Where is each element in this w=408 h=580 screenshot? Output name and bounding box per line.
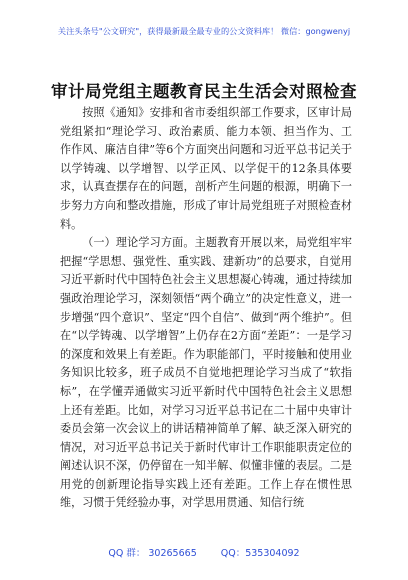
footer-contact (0, 545, 408, 559)
intro-paragraph: 按照《通知》安排和省市委组织部工作要求，区审计局党组紧扣“理论学习、政治素质、能力本领、担当作为、工作作风、廉洁自律”等6个方面突出问题和习近平总书记关于以学铸魂、以学增智、以学正风、以学促干的12条具体要求，认真查摆存在的问题，剖析产生问题的根源，明确下一步努力方向和整改措施，形成了审计局党组班子对照检查材料。 (60, 106, 352, 231)
footer-qq-number: QQ：535304092 (220, 548, 300, 559)
theory-study-paragraph: （一）理论学习方面。主题教育开展以来，局党组牢牢把握“学思想、强党性、重实践、建新功”的总要求，自觉用习近平新时代中国特色社会主义思想凝心铸魂，通过持续加强政治理论学习，深刻领悟“两个确立”的决定性意义，进一步增强“四个意识”、坚定“四个自信”、做到“两个维护”。但在“以学铸魂、以学增智”上仍存在2方面“差距”：一是学习的深度和效果上有差距。作为职能部门，平时接触和使用业务知识比较多，班子成员不自觉地把理论学习当成了“软指标”，在学懂弄通做实习近平新时代中国特色社会主义思想上还有差距。比如，对学习习近平总书记在二十届中央审计委员会第一次会议上的讲话精神简单了解、缺乏深入研究的情况，对习近平总书记关于新时代审计工作职能职责定位的阐述认识不深，仍停留在一知半解、似懂非懂的表层。二是用党的创新理论指导实践上还有差距。工作上存在惯性思维，习惯于凭经验办事，对学思用贯通、知信行统 (60, 236, 352, 510)
document-title: 审计局党组主题教育民主生活会对照检查 (51, 82, 357, 101)
footer-qq-group: QQ 群： 30265665 (108, 548, 197, 559)
header-promo-note: 关注头条号"公文研究"，获得最新最全最专业的公文资料库！ 微信：gongwenyj (57, 26, 351, 36)
document-body (60, 104, 352, 513)
